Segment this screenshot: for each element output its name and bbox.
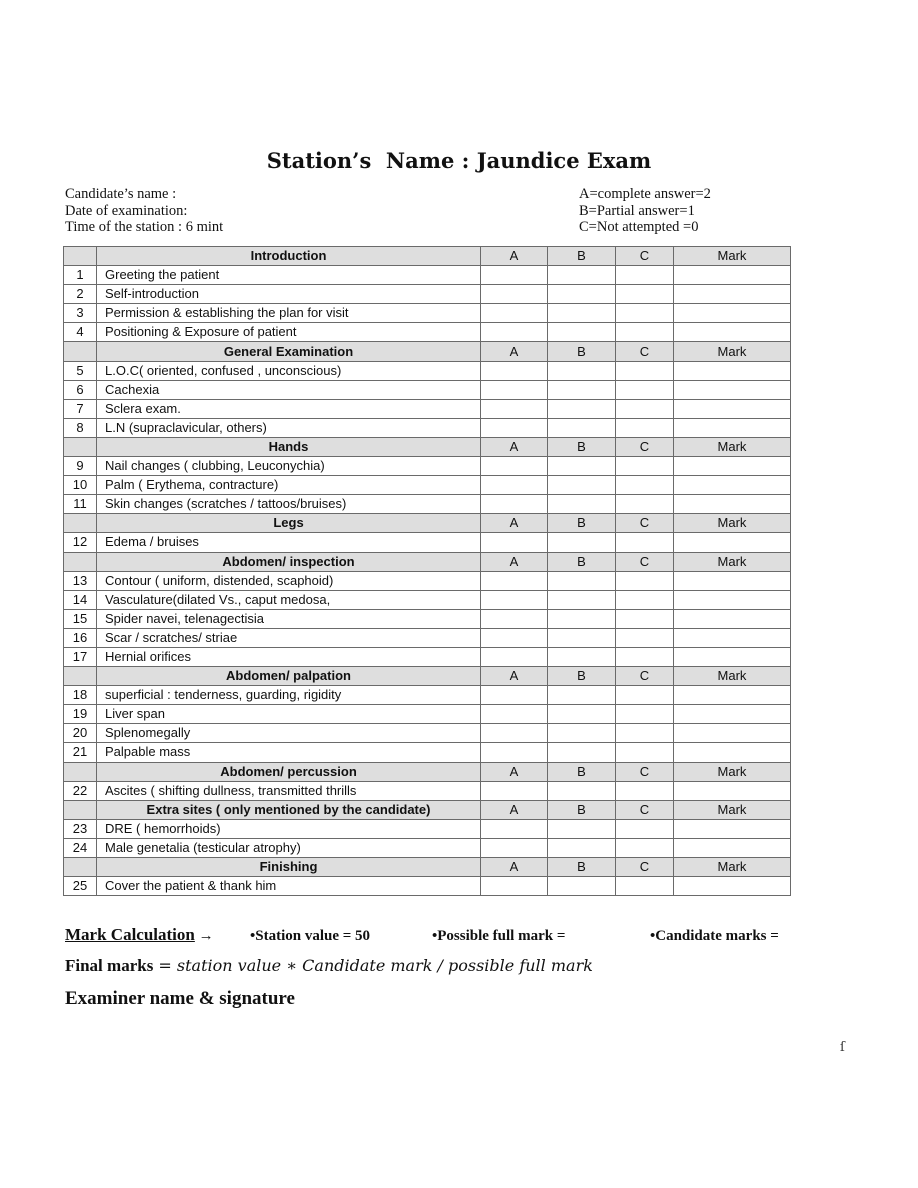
checklist-row — [64, 418, 791, 437]
item-text: Nail changes ( clubbing, Leuconychia) — [97, 457, 481, 476]
checklist-row — [64, 361, 791, 380]
exam-date-label: Date of examination: — [65, 202, 188, 219]
score-cell-a[interactable] — [481, 495, 548, 514]
score-cell-b[interactable] — [548, 838, 616, 857]
score-cell-mark[interactable] — [674, 781, 791, 800]
item-number: 22 — [64, 781, 97, 800]
score-cell-c[interactable] — [616, 743, 674, 762]
score-cell-b[interactable] — [548, 495, 616, 514]
item-number: 12 — [64, 533, 97, 552]
section-title: Hands — [97, 437, 481, 456]
score-cell-b[interactable] — [548, 571, 616, 590]
score-cell-mark[interactable] — [674, 380, 791, 399]
score-cell-a[interactable] — [481, 457, 548, 476]
candidate-marks: •Candidate marks = — [650, 928, 779, 944]
item-number: 2 — [64, 285, 97, 304]
station-time-label: Time of the station : 6 mint — [65, 219, 224, 235]
score-cell-mark[interactable] — [674, 743, 791, 762]
item-text: Palm ( Erythema, contracture) — [97, 476, 481, 495]
item-number: 3 — [64, 304, 97, 323]
item-text: Sclera exam. — [97, 399, 481, 418]
checklist-row — [64, 476, 791, 495]
score-cell-a[interactable] — [481, 724, 548, 743]
section-spacer — [64, 762, 97, 781]
section-spacer — [64, 552, 97, 571]
column-header-c: C — [616, 514, 674, 533]
checklist-row — [64, 647, 791, 666]
column-header-c: C — [616, 858, 674, 877]
examiner-signature: Examiner name & signature — [65, 988, 295, 1009]
checklist-row — [64, 399, 791, 418]
checklist-row — [64, 877, 791, 896]
score-cell-mark[interactable] — [674, 304, 791, 323]
item-text: DRE ( hemorrhoids) — [97, 819, 481, 838]
score-cell-a[interactable] — [481, 476, 548, 495]
score-cell-a[interactable] — [481, 285, 548, 304]
grade-b-key: B=Partial answer=1 — [579, 202, 695, 219]
score-cell-mark[interactable] — [674, 877, 791, 896]
score-cell-c[interactable] — [616, 838, 674, 857]
score-cell-mark[interactable] — [674, 495, 791, 514]
score-cell-a[interactable] — [481, 361, 548, 380]
column-header-c: C — [616, 342, 674, 361]
score-cell-b[interactable] — [548, 609, 616, 628]
section-header-row — [64, 247, 791, 266]
score-cell-b[interactable] — [548, 266, 616, 285]
score-cell-mark[interactable] — [674, 361, 791, 380]
column-header-b: B — [548, 437, 616, 456]
grade-a-key: A=complete answer=2 — [579, 186, 711, 202]
column-header-b: B — [548, 247, 616, 266]
score-cell-a[interactable] — [481, 743, 548, 762]
section-header-row — [64, 437, 791, 456]
item-text: Positioning & Exposure of patient — [97, 323, 481, 342]
checklist-row — [64, 457, 791, 476]
score-cell-mark[interactable] — [674, 628, 791, 647]
column-header-a: A — [481, 342, 548, 361]
item-text: Cachexia — [97, 380, 481, 399]
score-cell-c[interactable] — [616, 476, 674, 495]
mark-calculation — [65, 925, 845, 945]
score-cell-b[interactable] — [548, 724, 616, 743]
candidate-name-label: Candidate’s name : — [65, 186, 177, 202]
section-header-row — [64, 858, 791, 877]
checklist-row — [64, 590, 791, 609]
section-header-row — [64, 342, 791, 361]
score-cell-c[interactable] — [616, 590, 674, 609]
score-cell-c[interactable] — [616, 877, 674, 896]
candidate-info — [65, 186, 223, 236]
score-cell-mark[interactable] — [674, 686, 791, 705]
score-cell-mark[interactable] — [674, 609, 791, 628]
item-number: 7 — [64, 399, 97, 418]
checklist-row — [64, 285, 791, 304]
score-cell-b[interactable] — [548, 705, 616, 724]
score-cell-b[interactable] — [548, 781, 616, 800]
score-cell-a[interactable] — [481, 705, 548, 724]
score-cell-mark[interactable] — [674, 705, 791, 724]
score-cell-c[interactable] — [616, 380, 674, 399]
item-number: 9 — [64, 457, 97, 476]
column-header-a: A — [481, 552, 548, 571]
column-header-a: A — [481, 437, 548, 456]
column-header-b: B — [548, 800, 616, 819]
score-cell-a[interactable] — [481, 399, 548, 418]
item-number: 8 — [64, 418, 97, 437]
score-cell-b[interactable] — [548, 819, 616, 838]
column-header-mark: Mark — [674, 667, 791, 686]
checklist-row — [64, 266, 791, 285]
checklist-row — [64, 724, 791, 743]
checklist-row — [64, 743, 791, 762]
column-header-mark: Mark — [674, 858, 791, 877]
column-header-a: A — [481, 247, 548, 266]
section-header-row — [64, 667, 791, 686]
column-header-b: B — [548, 667, 616, 686]
item-number: 25 — [64, 877, 97, 896]
checklist-row — [64, 609, 791, 628]
score-cell-b[interactable] — [548, 418, 616, 437]
score-cell-c[interactable] — [616, 304, 674, 323]
section-spacer — [64, 437, 97, 456]
score-cell-mark[interactable] — [674, 819, 791, 838]
column-header-b: B — [548, 342, 616, 361]
item-number: 16 — [64, 628, 97, 647]
score-cell-c[interactable] — [616, 724, 674, 743]
arrow-icon: → — [198, 928, 214, 944]
section-title: Abdomen/ percussion — [97, 762, 481, 781]
score-cell-a[interactable] — [481, 380, 548, 399]
item-text: Splenomegally — [97, 724, 481, 743]
item-number: 11 — [64, 495, 97, 514]
page-corner-mark: ſ — [840, 1040, 845, 1055]
score-cell-a[interactable] — [481, 571, 548, 590]
score-cell-b[interactable] — [548, 285, 616, 304]
item-number: 6 — [64, 380, 97, 399]
item-text: Greeting the patient — [97, 266, 481, 285]
score-cell-c[interactable] — [616, 705, 674, 724]
item-number: 17 — [64, 647, 97, 666]
column-header-b: B — [548, 858, 616, 877]
grade-c-key: C=Not attempted =0 — [579, 219, 699, 235]
item-number: 21 — [64, 743, 97, 762]
score-cell-c[interactable] — [616, 628, 674, 647]
score-cell-mark[interactable] — [674, 476, 791, 495]
item-number: 15 — [64, 609, 97, 628]
column-header-a: A — [481, 800, 548, 819]
item-number: 18 — [64, 686, 97, 705]
score-cell-a[interactable] — [481, 647, 548, 666]
score-cell-b[interactable] — [548, 323, 616, 342]
checklist-row — [64, 304, 791, 323]
score-cell-mark[interactable] — [674, 399, 791, 418]
score-cell-mark[interactable] — [674, 323, 791, 342]
score-cell-c[interactable] — [616, 361, 674, 380]
grading-key — [579, 186, 711, 236]
column-header-c: C — [616, 800, 674, 819]
column-header-a: A — [481, 514, 548, 533]
score-cell-mark[interactable] — [674, 838, 791, 857]
item-number: 24 — [64, 838, 97, 857]
column-header-a: A — [481, 858, 548, 877]
checklist-row — [64, 819, 791, 838]
mark-calculation-label: Mark Calculation — [65, 925, 195, 944]
score-cell-a[interactable] — [481, 877, 548, 896]
final-marks-label: Final marks — [65, 956, 154, 975]
station-value: •Station value = 50 — [250, 928, 371, 944]
score-cell-mark[interactable] — [674, 724, 791, 743]
item-text: Permission & establishing the plan for visit — [97, 304, 481, 323]
checklist-row — [64, 380, 791, 399]
checklist-row — [64, 533, 791, 552]
column-header-mark: Mark — [674, 247, 791, 266]
checklist-row — [64, 686, 791, 705]
score-cell-a[interactable] — [481, 323, 548, 342]
checklist-row — [64, 495, 791, 514]
score-cell-a[interactable] — [481, 819, 548, 838]
score-cell-c[interactable] — [616, 495, 674, 514]
item-number: 20 — [64, 724, 97, 743]
score-cell-mark[interactable] — [674, 457, 791, 476]
column-header-mark: Mark — [674, 342, 791, 361]
column-header-mark: Mark — [674, 762, 791, 781]
item-number: 23 — [64, 819, 97, 838]
score-cell-a[interactable] — [481, 304, 548, 323]
score-cell-b[interactable] — [548, 686, 616, 705]
item-text: Scar / scratches/ striae — [97, 628, 481, 647]
column-header-b: B — [548, 514, 616, 533]
score-cell-c[interactable] — [616, 399, 674, 418]
score-cell-mark[interactable] — [674, 590, 791, 609]
final-marks — [65, 956, 593, 976]
item-text: Hernial orifices — [97, 647, 481, 666]
section-spacer — [64, 858, 97, 877]
score-cell-b[interactable] — [548, 380, 616, 399]
score-cell-mark[interactable] — [674, 571, 791, 590]
column-header-b: B — [548, 762, 616, 781]
score-cell-a[interactable] — [481, 266, 548, 285]
section-spacer — [64, 342, 97, 361]
score-cell-a[interactable] — [481, 418, 548, 437]
checklist-table — [63, 246, 791, 896]
item-text: superficial : tenderness, guarding, rigidity — [97, 686, 481, 705]
item-text: Skin changes (scratches / tattoos/bruises) — [97, 495, 481, 514]
score-cell-c[interactable] — [616, 323, 674, 342]
item-text: Contour ( uniform, distended, scaphoid) — [97, 571, 481, 590]
score-cell-a[interactable] — [481, 838, 548, 857]
score-cell-b[interactable] — [548, 476, 616, 495]
item-text: L.N (supraclavicular, others) — [97, 418, 481, 437]
section-title: Legs — [97, 514, 481, 533]
item-number: 10 — [64, 476, 97, 495]
section-title: Introduction — [97, 247, 481, 266]
score-cell-a[interactable] — [481, 609, 548, 628]
possible-full-mark: •Possible full mark = — [432, 928, 566, 944]
section-header-row — [64, 514, 791, 533]
checklist-row — [64, 628, 791, 647]
section-title: Abdomen/ palpation — [97, 667, 481, 686]
item-number: 14 — [64, 590, 97, 609]
score-cell-b[interactable] — [548, 628, 616, 647]
score-cell-b[interactable] — [548, 743, 616, 762]
column-header-c: C — [616, 552, 674, 571]
score-cell-c[interactable] — [616, 285, 674, 304]
score-cell-c[interactable] — [616, 457, 674, 476]
item-text: L.O.C( oriented, confused , unconscious) — [97, 361, 481, 380]
item-number: 4 — [64, 323, 97, 342]
checklist-row — [64, 571, 791, 590]
score-cell-a[interactable] — [481, 590, 548, 609]
section-header-row — [64, 800, 791, 819]
score-cell-mark[interactable] — [674, 266, 791, 285]
final-marks-formula: = station value ∗ Candidate mark / possible full mark — [158, 956, 593, 975]
checklist-row — [64, 838, 791, 857]
column-header-mark: Mark — [674, 800, 791, 819]
page-title: Station’s Name : Jaundice Exam — [266, 148, 652, 173]
item-text: Spider navei, telenagectisia — [97, 609, 481, 628]
score-cell-mark[interactable] — [674, 647, 791, 666]
section-title: Extra sites ( only mentioned by the candidate) — [97, 800, 481, 819]
score-cell-a[interactable] — [481, 533, 548, 552]
score-cell-a[interactable] — [481, 686, 548, 705]
section-spacer — [64, 800, 97, 819]
score-cell-b[interactable] — [548, 647, 616, 666]
column-header-c: C — [616, 667, 674, 686]
score-cell-c[interactable] — [616, 819, 674, 838]
score-cell-b[interactable] — [548, 457, 616, 476]
section-spacer — [64, 514, 97, 533]
score-cell-c[interactable] — [616, 533, 674, 552]
column-header-a: A — [481, 762, 548, 781]
item-number: 1 — [64, 266, 97, 285]
score-cell-c[interactable] — [616, 686, 674, 705]
checklist-row — [64, 781, 791, 800]
section-header-row — [64, 762, 791, 781]
section-header-row — [64, 552, 791, 571]
column-header-c: C — [616, 762, 674, 781]
score-cell-b[interactable] — [548, 590, 616, 609]
item-text: Ascites ( shifting dullness, transmitted thrills — [97, 781, 481, 800]
score-cell-b[interactable] — [548, 361, 616, 380]
section-spacer — [64, 247, 97, 266]
score-cell-a[interactable] — [481, 781, 548, 800]
score-cell-c[interactable] — [616, 781, 674, 800]
checklist-row — [64, 705, 791, 724]
score-cell-b[interactable] — [548, 877, 616, 896]
score-cell-b[interactable] — [548, 533, 616, 552]
item-text: Palpable mass — [97, 743, 481, 762]
score-cell-c[interactable] — [616, 609, 674, 628]
item-text: Edema / bruises — [97, 533, 481, 552]
score-cell-a[interactable] — [481, 628, 548, 647]
item-text: Cover the patient & thank him — [97, 877, 481, 896]
section-spacer — [64, 667, 97, 686]
score-cell-mark[interactable] — [674, 418, 791, 437]
column-header-mark: Mark — [674, 552, 791, 571]
item-text: Male genetalia (testicular atrophy) — [97, 838, 481, 857]
score-cell-c[interactable] — [616, 418, 674, 437]
item-text: Self-introduction — [97, 285, 481, 304]
score-cell-b[interactable] — [548, 304, 616, 323]
section-title: Abdomen/ inspection — [97, 552, 481, 571]
score-cell-c[interactable] — [616, 266, 674, 285]
section-title: General Examination — [97, 342, 481, 361]
item-number: 19 — [64, 705, 97, 724]
column-header-c: C — [616, 247, 674, 266]
column-header-c: C — [616, 437, 674, 456]
score-cell-b[interactable] — [548, 399, 616, 418]
column-header-mark: Mark — [674, 514, 791, 533]
item-number: 13 — [64, 571, 97, 590]
score-cell-c[interactable] — [616, 647, 674, 666]
item-number: 5 — [64, 361, 97, 380]
score-cell-mark[interactable] — [674, 285, 791, 304]
checklist-row — [64, 323, 791, 342]
item-text: Vasculature(dilated Vs., caput medosa, — [97, 590, 481, 609]
column-header-b: B — [548, 552, 616, 571]
column-header-mark: Mark — [674, 437, 791, 456]
score-cell-c[interactable] — [616, 571, 674, 590]
item-text: Liver span — [97, 705, 481, 724]
column-header-a: A — [481, 667, 548, 686]
score-cell-mark[interactable] — [674, 533, 791, 552]
section-title: Finishing — [97, 858, 481, 877]
